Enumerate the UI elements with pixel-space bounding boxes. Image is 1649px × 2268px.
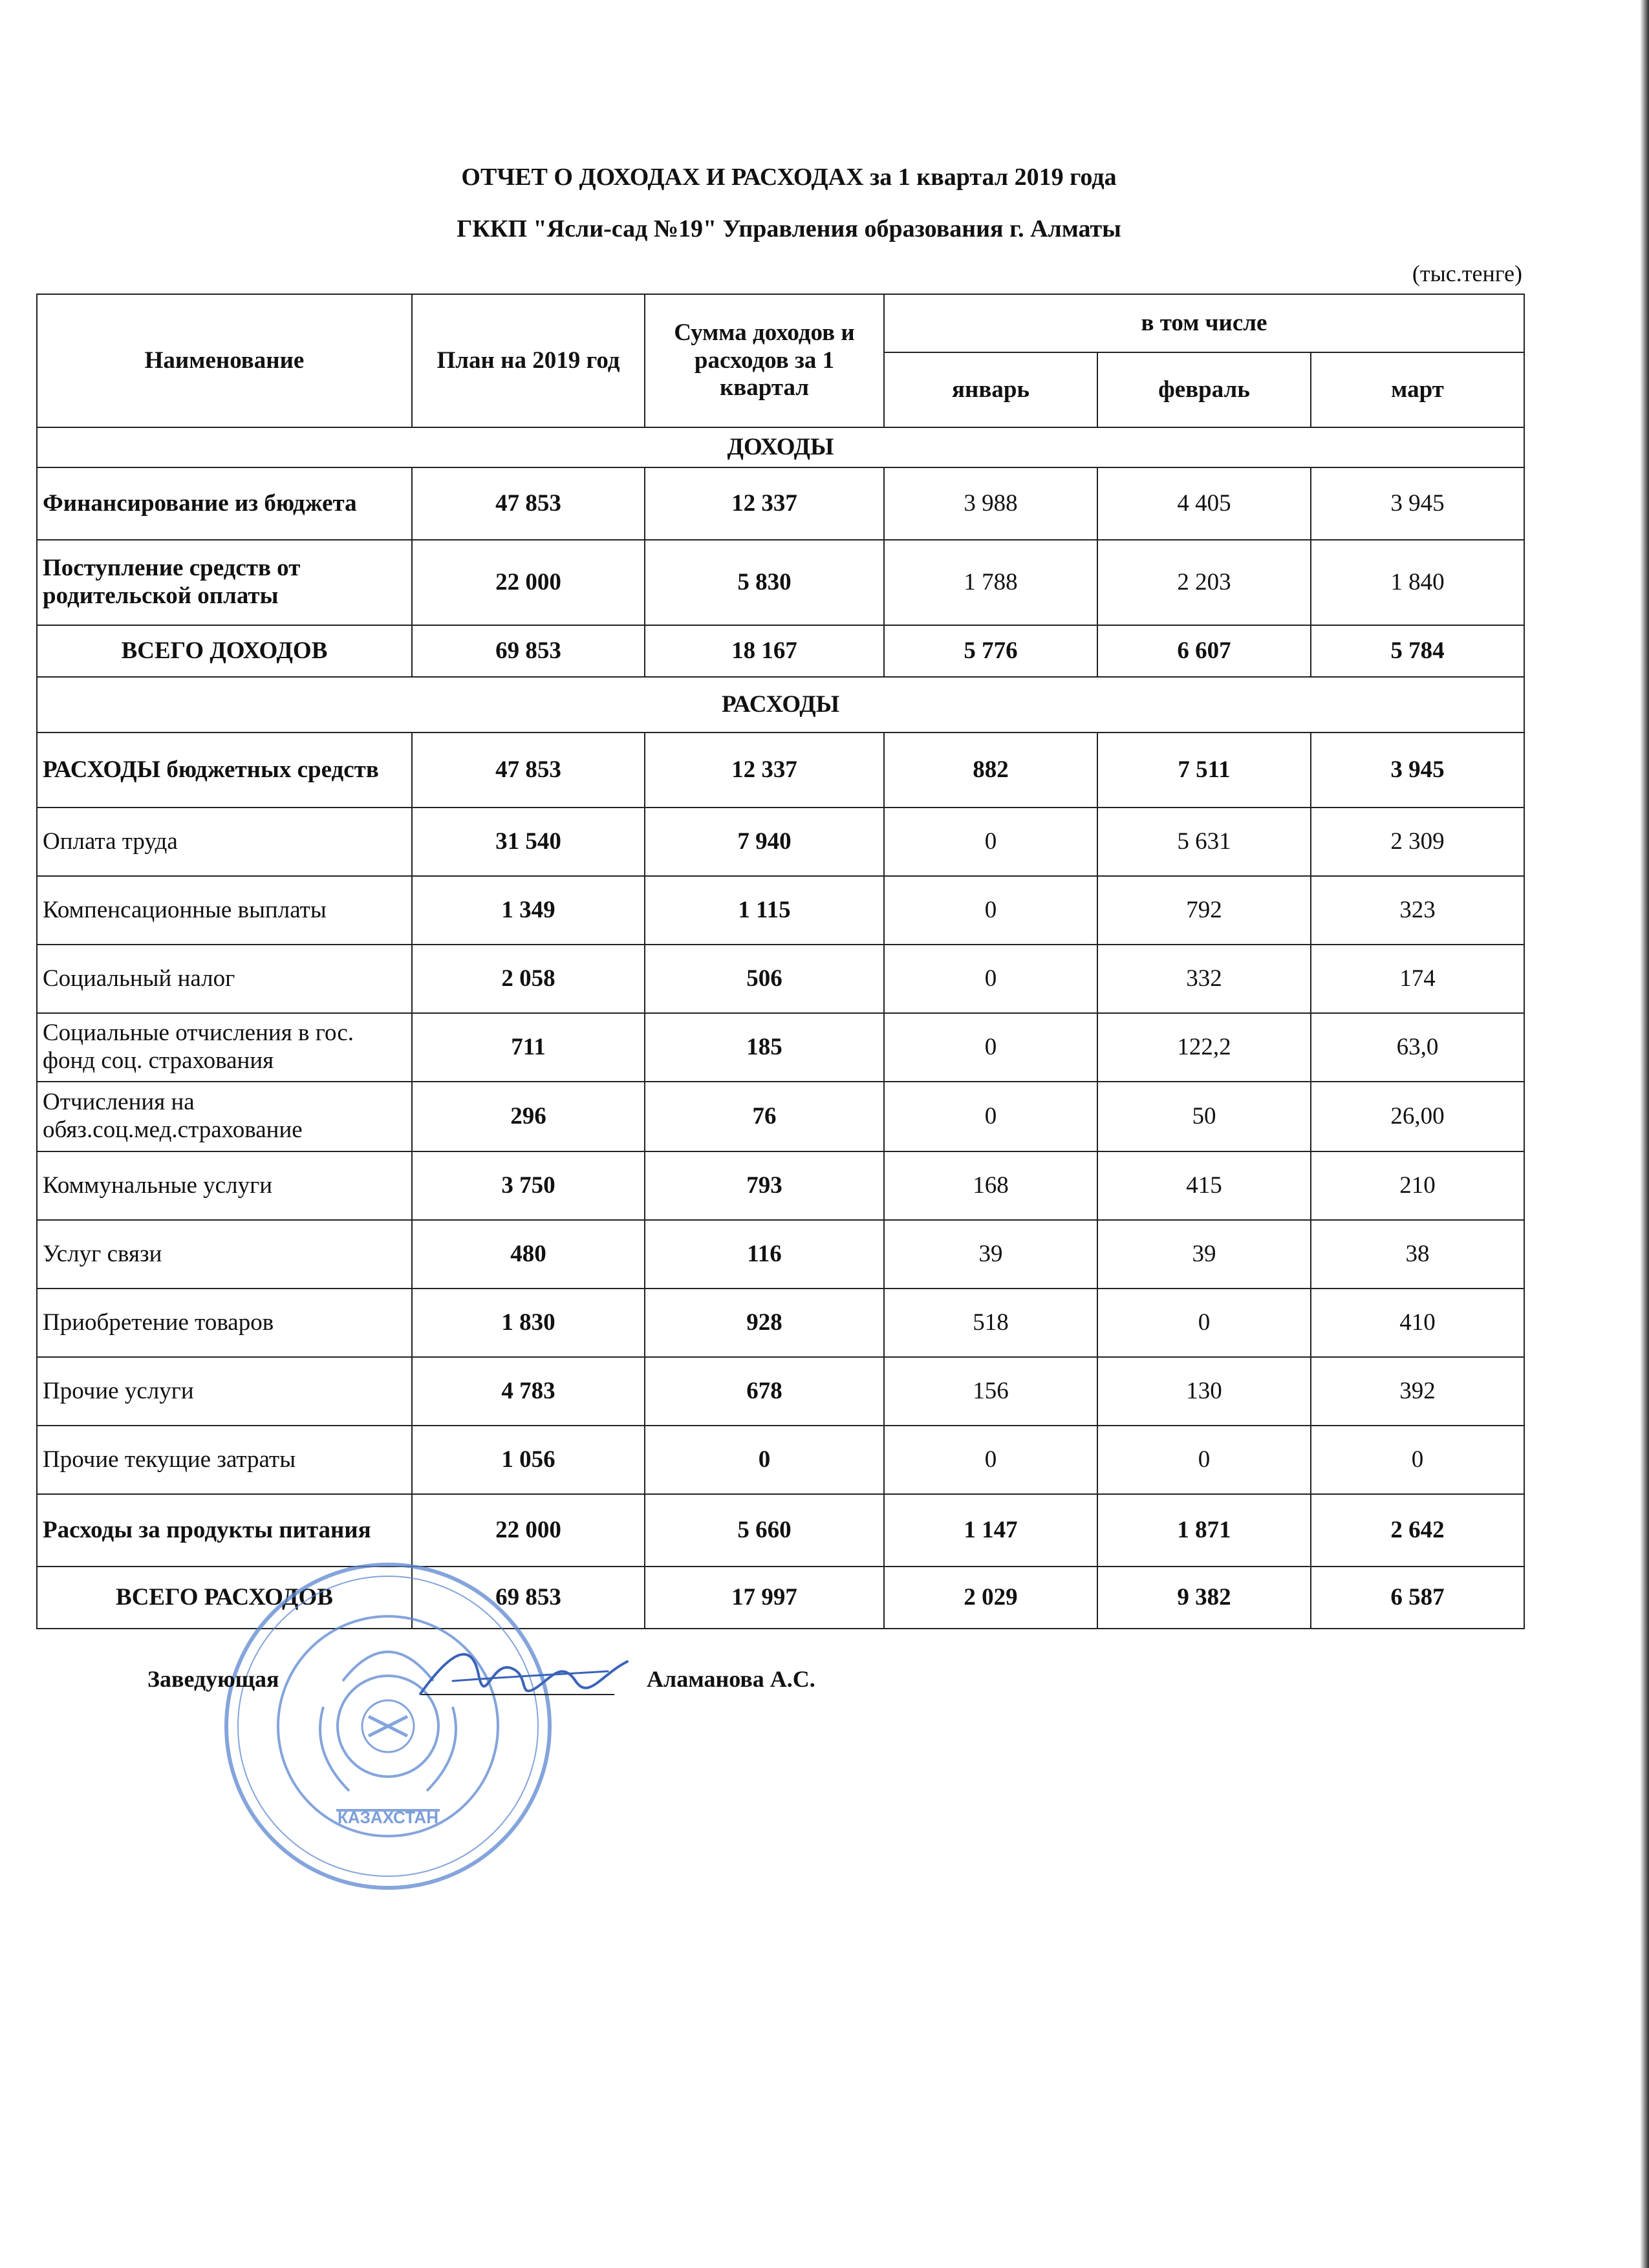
cell-feb: 792 <box>1097 876 1311 945</box>
table-row <box>37 1013 1524 1082</box>
cell-sum: 185 <box>645 1013 884 1082</box>
cell-feb: 50 <box>1097 1082 1311 1151</box>
cell-mar: 392 <box>1311 1357 1524 1426</box>
cell-jan: 0 <box>884 1013 1097 1082</box>
cell-feb: 1 871 <box>1097 1494 1311 1567</box>
header-including: в том числе <box>884 294 1524 352</box>
section-expenses: РАСХОДЫ <box>37 677 1524 733</box>
report-title: ОТЧЕТ О ДОХОДАХ И РАСХОДАХ за 1 квартал 2019 года <box>461 164 1117 191</box>
table-row <box>37 1289 1524 1357</box>
table-row <box>37 808 1524 876</box>
header-plan: План на 2019 год <box>412 294 645 427</box>
cell-plan: 480 <box>412 1220 645 1289</box>
table-row <box>37 1082 1524 1151</box>
cell-feb: 5 631 <box>1097 808 1311 876</box>
row-name: Коммунальные услуги <box>37 1151 412 1220</box>
row-name: Услуг связи <box>37 1220 412 1289</box>
cell-jan: 168 <box>884 1151 1097 1220</box>
cell-plan: 22 000 <box>412 540 645 625</box>
header-january: январь <box>884 352 1097 427</box>
row-name: Поступление средств от родительской оплаты <box>37 540 412 625</box>
cell-sum: 793 <box>645 1151 884 1220</box>
cell-sum: 1 115 <box>645 876 884 945</box>
cell-mar: 3 945 <box>1311 467 1524 540</box>
table-row <box>37 945 1524 1013</box>
cell-mar: 323 <box>1311 876 1524 945</box>
table-row <box>37 1426 1524 1494</box>
table-row-total <box>37 625 1524 677</box>
scan-edge-shadow <box>1640 0 1649 2268</box>
cell-feb: 9 382 <box>1097 1567 1311 1629</box>
cell-sum: 5 660 <box>645 1494 884 1567</box>
cell-feb: 0 <box>1097 1426 1311 1494</box>
cell-mar: 410 <box>1311 1289 1524 1357</box>
cell-sum: 12 337 <box>645 733 884 808</box>
cell-mar: 5 784 <box>1311 625 1524 677</box>
cell-plan: 69 853 <box>412 625 645 677</box>
row-name: Приобретение товаров <box>37 1289 412 1357</box>
cell-mar: 2 309 <box>1311 808 1524 876</box>
cell-plan: 47 853 <box>412 467 645 540</box>
cell-mar: 174 <box>1311 945 1524 1013</box>
cell-jan: 39 <box>884 1220 1097 1289</box>
cell-mar: 63,0 <box>1311 1013 1524 1082</box>
section-income: ДОХОДЫ <box>37 427 1524 467</box>
cell-sum: 18 167 <box>645 625 884 677</box>
row-name: РАСХОДЫ бюджетных средств <box>37 733 412 808</box>
row-name: ВСЕГО РАСХОДОВ <box>37 1567 412 1629</box>
income-expense-table <box>36 294 1525 1629</box>
cell-plan: 22 000 <box>412 1494 645 1567</box>
table-row <box>37 733 1524 808</box>
cell-jan: 0 <box>884 945 1097 1013</box>
cell-feb: 6 607 <box>1097 625 1311 677</box>
table-row <box>37 540 1524 625</box>
signer-role: Заведующая <box>147 1666 279 1692</box>
handwritten-signature <box>414 1636 634 1720</box>
cell-mar: 0 <box>1311 1426 1524 1494</box>
header-name: Наименование <box>37 294 412 427</box>
cell-feb: 2 203 <box>1097 540 1311 625</box>
cell-sum: 7 940 <box>645 808 884 876</box>
header-sum: Сумма доходов и расходов за 1 квартал <box>645 294 884 427</box>
cell-plan: 31 540 <box>412 808 645 876</box>
cell-mar: 210 <box>1311 1151 1524 1220</box>
cell-plan: 1 830 <box>412 1289 645 1357</box>
row-name: Финансирование из бюджета <box>37 467 412 540</box>
cell-jan: 2 029 <box>884 1567 1097 1629</box>
report-subtitle: ГККП "Ясли-сад №19" Управления образования г. Алматы <box>457 215 1121 242</box>
table-row <box>37 876 1524 945</box>
row-name: Социальный налог <box>37 945 412 1013</box>
cell-sum: 928 <box>645 1289 884 1357</box>
cell-mar: 38 <box>1311 1220 1524 1289</box>
cell-plan: 69 853 <box>412 1567 645 1629</box>
cell-mar: 26,00 <box>1311 1082 1524 1151</box>
cell-jan: 1 788 <box>884 540 1097 625</box>
cell-mar: 3 945 <box>1311 733 1524 808</box>
header-february: февраль <box>1097 352 1311 427</box>
cell-jan: 0 <box>884 876 1097 945</box>
table-row <box>37 1220 1524 1289</box>
cell-jan: 0 <box>884 1426 1097 1494</box>
cell-plan: 711 <box>412 1013 645 1082</box>
signer-name: Аламанова А.С. <box>647 1666 815 1692</box>
cell-sum: 506 <box>645 945 884 1013</box>
cell-sum: 5 830 <box>645 540 884 625</box>
cell-plan: 1 056 <box>412 1426 645 1494</box>
cell-sum: 0 <box>645 1426 884 1494</box>
row-name: ВСЕГО ДОХОДОВ <box>37 625 412 677</box>
cell-mar: 6 587 <box>1311 1567 1524 1629</box>
cell-jan: 156 <box>884 1357 1097 1426</box>
stamp-text: КАЗАХСТАН <box>338 1808 438 1827</box>
row-name: Оплата труда <box>37 808 412 876</box>
cell-feb: 7 511 <box>1097 733 1311 808</box>
cell-feb: 122,2 <box>1097 1013 1311 1082</box>
cell-plan: 3 750 <box>412 1151 645 1220</box>
cell-plan: 47 853 <box>412 733 645 808</box>
cell-sum: 17 997 <box>645 1567 884 1629</box>
table-row <box>37 467 1524 540</box>
cell-feb: 39 <box>1097 1220 1311 1289</box>
cell-jan: 882 <box>884 733 1097 808</box>
row-name: Социальные отчисления в гос. фонд соц. страхования <box>37 1013 412 1082</box>
cell-feb: 0 <box>1097 1289 1311 1357</box>
cell-jan: 0 <box>884 1082 1097 1151</box>
cell-jan: 3 988 <box>884 467 1097 540</box>
cell-feb: 415 <box>1097 1151 1311 1220</box>
row-name: Компенсационные выплаты <box>37 876 412 945</box>
row-name: Отчисления на обяз.соц.мед.страхование <box>37 1082 412 1151</box>
cell-plan: 4 783 <box>412 1357 645 1426</box>
table-row <box>37 1151 1524 1220</box>
cell-sum: 12 337 <box>645 467 884 540</box>
cell-feb: 130 <box>1097 1357 1311 1426</box>
row-name: Прочие текущие затраты <box>37 1426 412 1494</box>
signature-block <box>0 1629 1649 1888</box>
cell-jan: 0 <box>884 808 1097 876</box>
cell-feb: 332 <box>1097 945 1311 1013</box>
cell-mar: 2 642 <box>1311 1494 1524 1567</box>
cell-jan: 5 776 <box>884 625 1097 677</box>
cell-mar: 1 840 <box>1311 540 1524 625</box>
cell-sum: 678 <box>645 1357 884 1426</box>
cell-jan: 518 <box>884 1289 1097 1357</box>
row-name: Прочие услуги <box>37 1357 412 1426</box>
cell-plan: 2 058 <box>412 945 645 1013</box>
cell-sum: 116 <box>645 1220 884 1289</box>
table-row <box>37 1357 1524 1426</box>
cell-feb: 4 405 <box>1097 467 1311 540</box>
header-march: март <box>1311 352 1524 427</box>
cell-sum: 76 <box>645 1082 884 1151</box>
cell-plan: 1 349 <box>412 876 645 945</box>
cell-jan: 1 147 <box>884 1494 1097 1567</box>
cell-plan: 296 <box>412 1082 645 1151</box>
row-name: Расходы за продукты питания <box>37 1494 412 1567</box>
unit-label: (тыс.тенге) <box>1412 261 1522 286</box>
